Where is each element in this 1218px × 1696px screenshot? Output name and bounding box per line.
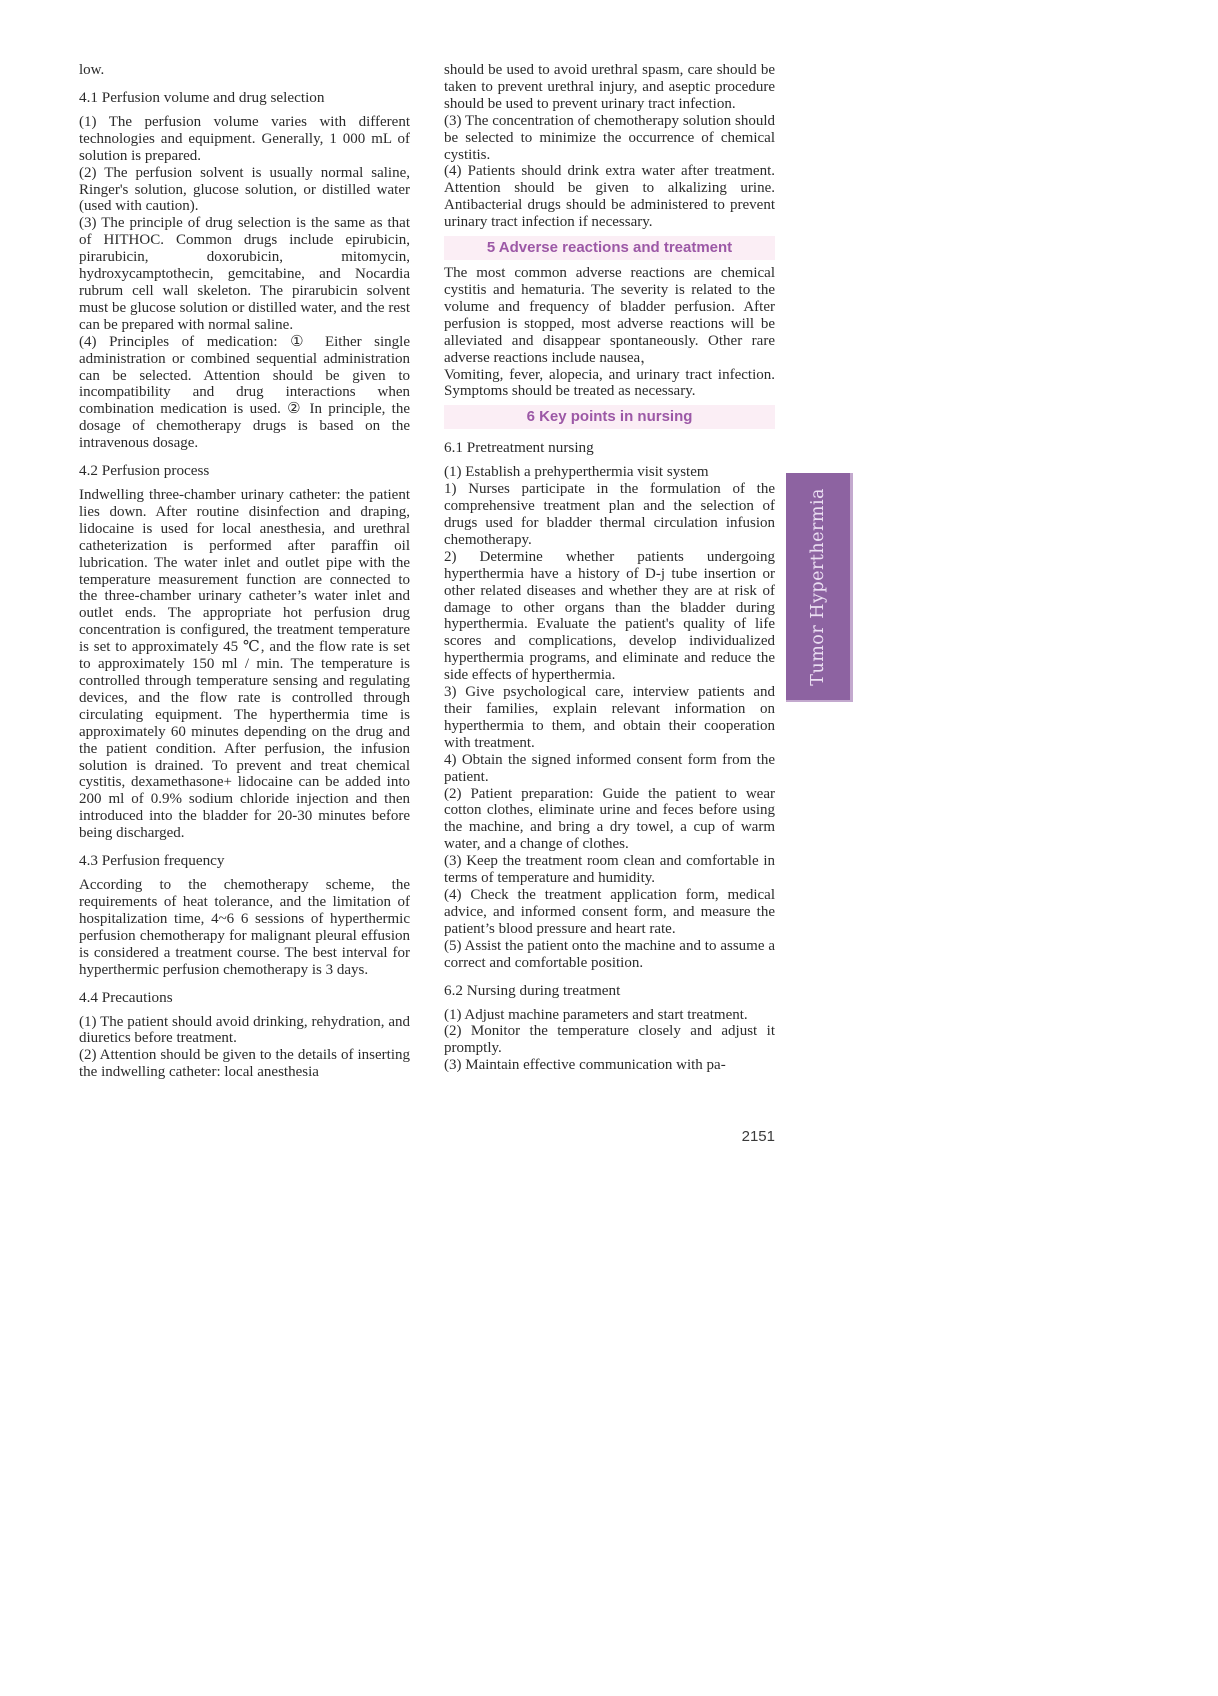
paragraph-4-4-item2: (2) Attention should be given to the details of inserting the indwelling catheter: local anesthesia	[79, 1047, 410, 1081]
paragraph-6-1-item5: (5) Assist the patient onto the machine and to assume a correct and comfortable position.	[444, 937, 775, 971]
paragraph-4-4-item3: (3) The concentration of chemotherapy solution should be selected to minimize the occurrence of chemical cystitis.	[444, 112, 775, 163]
paragraph-5a: The most common adverse reactions are chemical cystitis and hematuria. The severity is related to the volume and frequency of bladder perfusion. After perfusion is stopped, most adverse reactions will be alleviated and disappear spontaneously. Other rare adverse reactions include nausea，	[444, 265, 775, 366]
heading-6-2: 6.2 Nursing during treatment	[444, 981, 621, 999]
heading-4-3: 4.3 Perfusion frequency	[79, 852, 225, 870]
paragraph-6-1-item1: (1) Establish a prehyperthermia visit system	[444, 464, 709, 481]
chapter-side-tab	[786, 473, 853, 702]
paragraph-4-1-item3: (3) The principle of drug selection is the same as that of HITHOC. Common drugs include epirubicin, pirarubicin, doxorubicin, mitomycin, hydroxycamptothecin, gemcitabine, and Nocardia rubrum cell wall skeleton. The pirarubicin solvent must be glucose solution or distilled water, and the rest can be prepared with normal saline.	[79, 215, 410, 333]
paragraph-6-1-item2: (2) Patient preparation: Guide the patient to wear cotton clothes, eliminate urine and feces before using the machine, and bring a dry towel, a cup of warm water, and a change of clothes.	[444, 785, 775, 853]
paragraph-4-4-continuation: should be used to avoid urethral spasm, care should be taken to prevent urethral injury, and aseptic procedure should be used to prevent urinary tract infection.	[444, 62, 775, 112]
paragraph-4-1-item2: (2) The perfusion solvent is usually normal saline, Ringer's solution, glucose solution, or distilled water (used with caution).	[79, 164, 410, 215]
paragraph-5b: Vomiting, fever, alopecia, and urinary tract infection. Symptoms should be treated as necessary.	[444, 366, 775, 400]
heading-6-1: 6.1 Pretreatment nursing	[444, 439, 594, 457]
paragraph-6-1-sub3: 3) Give psychological care, interview patients and their families, explain relevant information on hyperthermia to them, and obtain their cooperation with treatment.	[444, 684, 775, 751]
paragraph-4-1-item4: (4) Principles of medication: ① Either single administration or combined sequential administration can be selected. Attention should be given to incompatibility and drug interactions when combination medication is used. ② In principle, the dosage of chemotherapy drugs is based on the intravenous dosage.	[79, 333, 410, 452]
paragraph-6-2-item2: (2) Monitor the temperature closely and adjust it promptly.	[444, 1023, 775, 1057]
paragraph-4-3: According to the chemotherapy scheme, the requirements of heat tolerance, and the limitation of hospitalization time, 4~6 6 sessions of hyperthermic perfusion chemotherapy for malignant pleural effusion is considered a treatment course. The best interval for hyperthermic perfusion chemotherapy is 3 days.	[79, 877, 410, 978]
heading-4-2: 4.2 Perfusion process	[79, 462, 210, 480]
paragraph-6-1-sub4: 4) Obtain the signed informed consent form from the patient.	[444, 751, 775, 785]
heading-4-4: 4.4 Precautions	[79, 988, 173, 1006]
paragraph-6-1-sub2: 2) Determine whether patients undergoing hyperthermia have a history of D-j tube insertion or other related diseases and whether they are at risk of damage to other organs than the bladder during hyperthermia. Evaluate the patient's quality of life scores and complications, develop individualized hyperthermia programs, and eliminate and reduce the side effects of hyperthermia.	[444, 548, 775, 684]
right-column	[444, 62, 775, 1074]
heading-4-1: 4.1 Perfusion volume and drug selection	[79, 88, 325, 106]
paragraph-4-4-item4: (4) Patients should drink extra water after treatment. Attention should be given to alkalizing urine. Antibacterial drugs should be administered to prevent urinary tract infection if necessary.	[444, 163, 775, 231]
paragraph-6-1-item4: (4) Check the treatment application form, medical advice, and informed consent form, and measure the patient’s blood pressure and heart rate.	[444, 886, 775, 937]
paragraph-4-1-item1: (1) The perfusion volume varies with different technologies and equipment. Generally, 1 000 mL of solution is prepared.	[79, 113, 410, 164]
chapter-side-tab-label: Tumor Hyperthermia	[808, 487, 828, 686]
section-banner-6: 6 Key points in nursing	[444, 405, 775, 429]
paragraph-4-4-item1: (1) The patient should avoid drinking, rehydration, and diuretics before treatment.	[79, 1013, 410, 1047]
paragraph-6-2-item3: (3) Maintain effective communication with pa-	[444, 1057, 726, 1074]
paragraph-4-2: Indwelling three-chamber urinary catheter: the patient lies down. After routine disinfection and draping, lidocaine is used for local anesthesia, and urethral catheterization is performed after paraffin oil lubrication. The water inlet and outlet pipe with the temperature measurement function are connected to the three-chamber urinary catheter’s water inlet and outlet ends. The appropriate hot perfusion drug concentration is configured, the treatment temperature is set to approximately 45 ℃, and the flow rate is set to approximately 150 ml / min. The temperature is controlled through temperature sensing and regulating devices, and the flow rate is controlled through circulating equipment. The hyperthermia time is approximately 60 minutes depending on the drug and the patient condition. After perfusion, the infusion solution is drained. To prevent and treat chemical cystitis, dexamethasone+ lidocaine can be added into 200 ml of 0.9% sodium chloride injection and then introduced into the bladder for 20-30 minutes before being discharged.	[79, 487, 410, 842]
paragraph-6-2-item1: (1) Adjust machine parameters and start treatment.	[444, 1006, 748, 1023]
section-banner-5: 5 Adverse reactions and treatment	[444, 236, 775, 260]
paragraph-continuation-low: low.	[79, 62, 105, 78]
page-number: 2151	[741, 1128, 775, 1145]
paragraph-6-1-sub1: 1) Nurses participate in the formulation of the comprehensive treatment plan and the selection of drugs used for bladder thermal circulation infusion chemotherapy.	[444, 481, 775, 548]
paragraph-6-1-item3: (3) Keep the treatment room clean and comfortable in terms of temperature and humidity.	[444, 853, 775, 887]
left-column	[79, 62, 410, 1081]
